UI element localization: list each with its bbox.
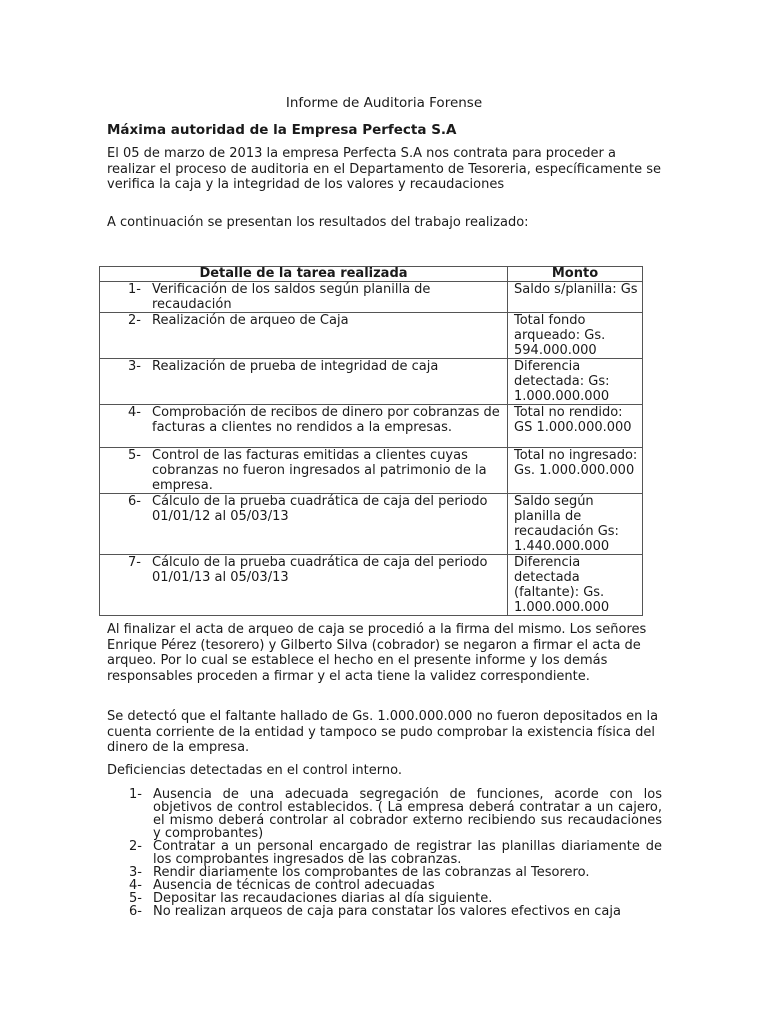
row-task: Cálculo de la prueba cuadrática de caja del periodo 01/01/13 al 05/03/13	[152, 555, 488, 585]
header-task: Detalle de la tarea realizada	[100, 267, 508, 282]
table-row	[100, 313, 643, 359]
item-number: 5-	[129, 891, 142, 906]
item-number: 1-	[129, 787, 142, 802]
row-amount: Total no ingresado: Gs. 1.000.000.000	[514, 448, 638, 478]
item-number: 6-	[129, 904, 142, 919]
row-amount: Diferencia detectada (faltante): Gs. 1.000.000.000	[514, 555, 610, 615]
row-number: 7-	[128, 555, 141, 570]
header-amount: Monto	[508, 267, 643, 282]
item-number: 2-	[129, 839, 142, 854]
row-number: 6-	[128, 494, 141, 509]
item-text: No realizan arqueos de caja para constatar los valores efectivos en caja	[153, 904, 621, 919]
row-amount: Saldo según planilla de recaudación Gs: 1.440.000.000	[514, 494, 619, 554]
row-task: Comprobación de recibos de dinero por cobranzas de facturas a clientes no rendidos a la empresas.	[152, 405, 500, 435]
table-row	[100, 448, 643, 494]
table-row	[100, 555, 643, 616]
row-task: Realización de prueba de integridad de caja	[152, 359, 439, 374]
shortfall-paragraph: Se detectó que el faltante hallado de Gs. 1.000.000.000 no fueron depositados en la cuenta corriente de la entidad y tampoco se pudo comprobar la existencia física del dinero de la empresa.	[107, 709, 659, 755]
table-row	[100, 359, 643, 405]
item-text: Ausencia de una adecuada segregación de funciones, acorde con los objetivos de control establecidos. ( La empresa deberá contratar a un cajero, el mismo deberá controlar al cobrador externo recibiendo sus recaudaciones y comprobantes)	[153, 787, 662, 841]
row-task: Realización de arqueo de Caja	[152, 313, 349, 328]
item-number: 4-	[129, 878, 142, 893]
document-heading: Máxima autoridad de la Empresa Perfecta S.A	[107, 122, 457, 138]
signature-paragraph: Al finalizar el acta de arqueo de caja se procedió a la firma del mismo. Los señores Enrique Pérez (tesorero) y Gilberto Silva (cobrador) se negaron a firmar el acta de arqueo. Por lo cual se establece el hecho en el presente informe y los demás responsables proceden a firmar y el acta tiene la validez correspondiente.	[107, 622, 647, 684]
deficiencies-list	[107, 788, 662, 918]
item-number: 3-	[129, 865, 142, 880]
row-amount: Total fondo arqueado: Gs. 594.000.000	[514, 313, 606, 358]
row-number: 4-	[128, 405, 141, 420]
deficiencies-intro: Deficiencias detectadas en el control interno.	[107, 763, 402, 778]
item-text: Depositar las recaudaciones diarias al día siguiente.	[153, 891, 493, 906]
table-row	[100, 405, 643, 448]
row-number: 1-	[128, 282, 141, 297]
table-row	[100, 282, 643, 313]
item-text: Contratar a un personal encargado de registrar las planillas diariamente de los comprobantes ingresados de las cobranzas.	[153, 839, 662, 867]
list-item	[107, 788, 662, 840]
list-item	[107, 840, 662, 866]
row-amount: Diferencia detectada: Gs: 1.000.000.000	[514, 359, 610, 404]
intro-paragraph: El 05 de marzo de 2013 la empresa Perfecta S.A nos contrata para proceder a realizar el proceso de auditoria en el Departamento de Tesoreria, específicamente se verifica la caja y la integridad de los valores y recaudaciones	[107, 146, 661, 192]
row-amount: Total no rendido: GS 1.000.000.000	[514, 405, 632, 435]
list-item	[107, 905, 662, 918]
item-text: Ausencia de técnicas de control adecuadas	[153, 878, 435, 893]
row-amount: Saldo s/planilla: Gs	[514, 282, 638, 297]
results-intro: A continuación se presentan los resultados del trabajo realizado:	[107, 215, 529, 230]
table-header-row	[100, 267, 643, 282]
row-task: Cálculo de la prueba cuadrática de caja del periodo 01/01/12 al 05/03/13	[152, 494, 488, 524]
row-number: 3-	[128, 359, 141, 374]
row-task: Control de las facturas emitidas a clientes cuyas cobranzas no fueron ingresados al patrimonio de la empresa.	[152, 448, 487, 493]
item-text: Rendir diariamente los comprobantes de las cobranzas al Tesorero.	[153, 865, 590, 880]
row-number: 2-	[128, 313, 141, 328]
row-number: 5-	[128, 448, 141, 463]
tasks-table	[99, 266, 643, 616]
row-task: Verificación de los saldos según planilla de recaudación	[152, 282, 431, 312]
document-title: Informe de Auditoria Forense	[285, 95, 483, 111]
table-row	[100, 494, 643, 555]
